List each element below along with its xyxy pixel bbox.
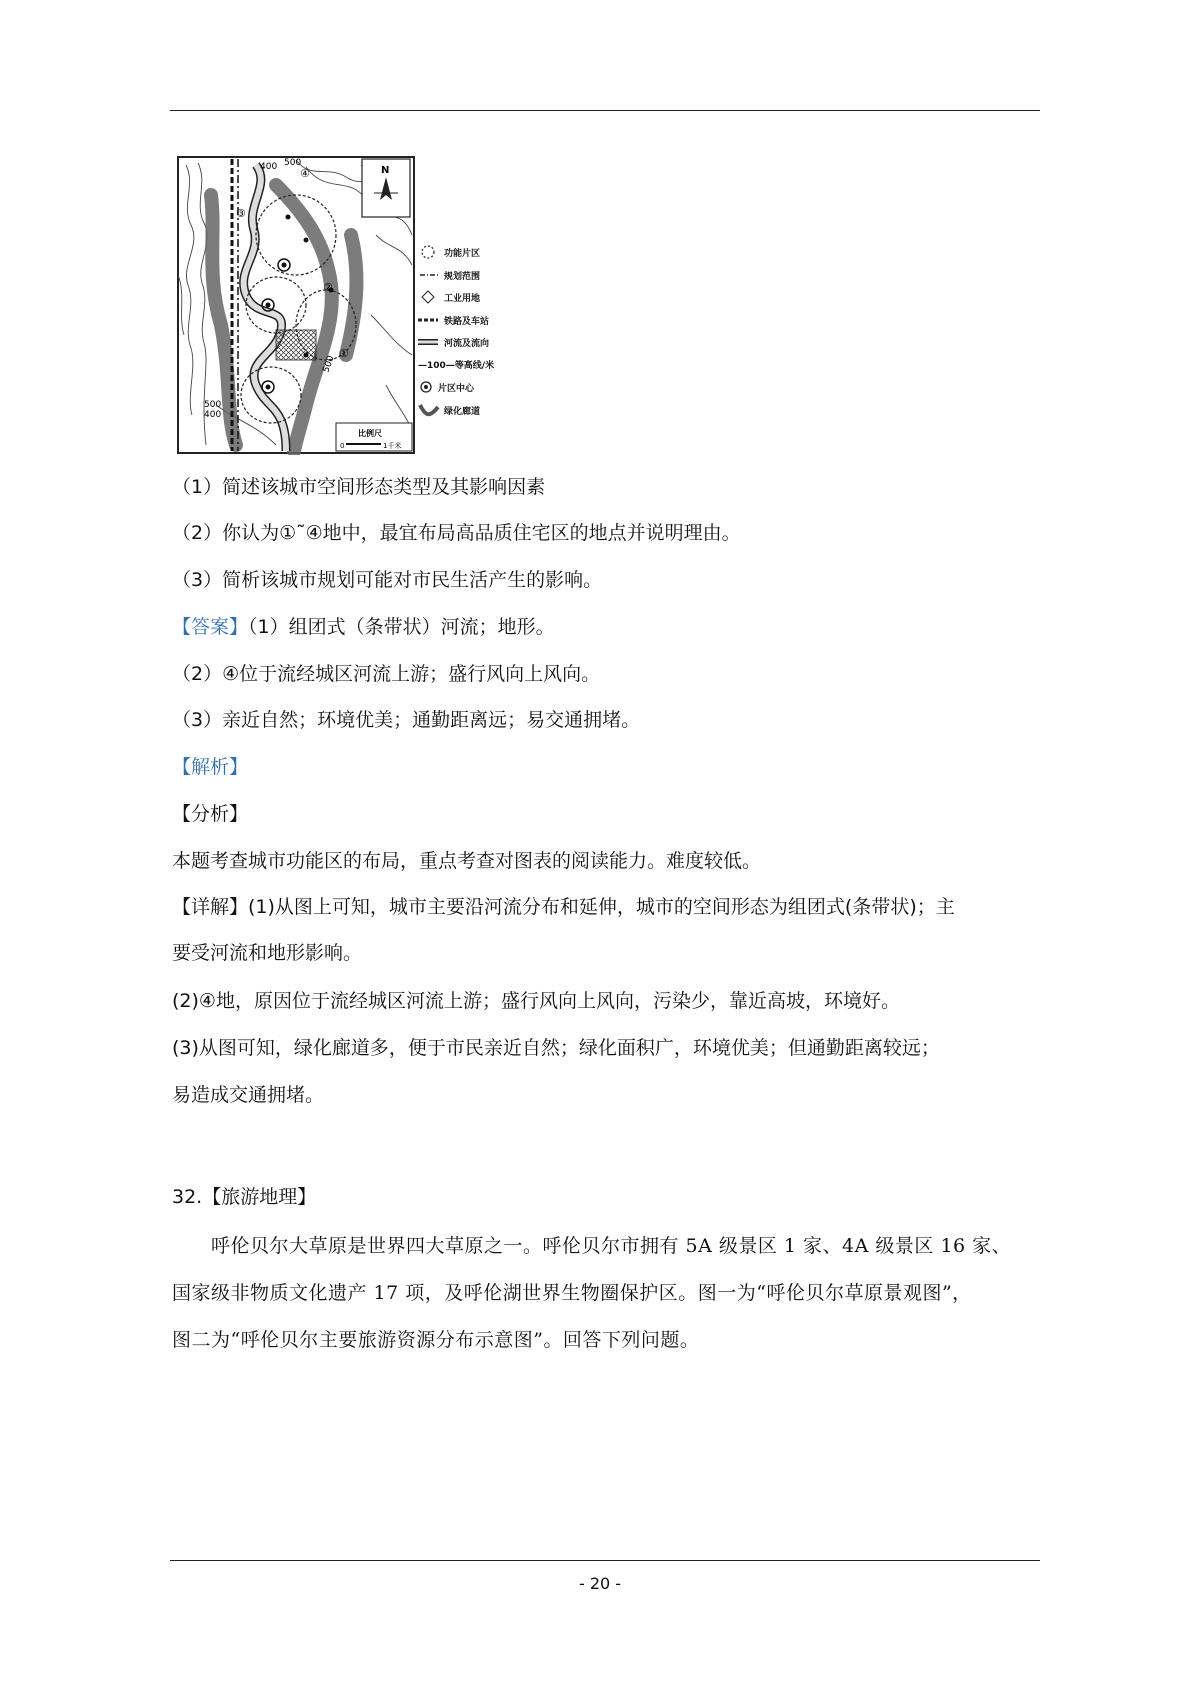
answer-3: （3）亲近自然；环境优美；通勤距离远；易交通拥堵。: [172, 709, 641, 731]
question-1: （1）简述该城市空间形态类型及其影响因素: [172, 476, 546, 498]
analysis-detail-3b: 易造成交通拥堵。: [172, 1084, 325, 1106]
analysis-intro: 本题考查城市功能区的布局，重点考查对图表的阅读能力。难度较低。: [172, 850, 762, 872]
legend-railway: 铁路及车站: [444, 317, 490, 327]
q32-paragraph-line-1: 呼伦贝尔大草原是世界四大草原之一。呼伦贝尔市拥有 5A 级景区 1 家、4A 级景区 16 家、: [172, 1235, 1012, 1257]
contour-label-400-top: 400: [260, 162, 278, 172]
q32-paragraph-line-3: 图二为“呼伦贝尔主要旅游资源分布示意图”。回答下列问题。: [172, 1329, 700, 1351]
city-planning-map: [176, 155, 506, 455]
answer-tag: 【答案】: [172, 616, 249, 638]
footer-rule: [170, 1560, 1040, 1561]
scale-unit: 1千米: [383, 442, 402, 450]
answer-2: （2）④位于流经城区河流上游；盛行风向上风向。: [172, 663, 601, 685]
legend-planning-range: 规划范围: [444, 272, 481, 282]
analysis-fenxi: 【分析】: [172, 803, 249, 825]
question-3: （3）简析该城市规划可能对市民生活产生的影响。: [172, 569, 603, 591]
site-4: ④: [300, 167, 310, 180]
contour-label-500-bottom: 500: [204, 400, 222, 410]
site-1: ①: [339, 347, 349, 360]
answer-1: （1）组团式（条带状）河流；地形。: [248, 616, 555, 638]
q32-heading: 32.【旅游地理】: [172, 1186, 317, 1208]
site-3: ③: [236, 207, 246, 220]
question-2: （2）你认为①˜④地中，最宜布局高品质住宅区的地点并说明理由。: [172, 522, 741, 544]
legend-contour: —100—等高线/米: [418, 361, 495, 371]
legend-functional-zone: 功能片区: [444, 249, 481, 259]
legend-green-corridor: 绿化廊道: [444, 407, 481, 417]
header-rule: [170, 110, 1040, 111]
contour-label-500-top: 500: [284, 158, 302, 168]
analysis-detail-1b: 要受河流和地形影响。: [172, 942, 363, 964]
legend-zone-center: 片区中心: [438, 384, 475, 394]
analysis-detail-1a: 【详解】(1)从图上可知，城市主要沿河流分布和延伸，城市的空间形态为组团式(条带状)；主: [172, 896, 955, 918]
north-label: N: [381, 165, 390, 176]
scale-zero: 0: [340, 442, 345, 450]
contour-label-400-bottom: 400: [204, 410, 222, 420]
analysis-detail-3a: (3)从图可知，绿化廊道多，便于市民亲近自然；绿化面积广，环境优美；但通勤距离较远；: [172, 1037, 940, 1059]
contour-label-500-right: 500: [321, 354, 337, 375]
industrial-land: [276, 330, 316, 360]
analysis-tag: 【解析】: [172, 756, 249, 778]
analysis-detail-2: (2)④地，原因位于流经城区河流上游；盛行风向上风向，污染少，靠近高坡，环境好。: [172, 990, 900, 1012]
site-2: ②: [323, 281, 333, 294]
page-number: - 20 -: [578, 1574, 622, 1593]
q32-paragraph-line-2: 国家级非物质文化遗产 17 项，及呼伦湖世界生物圈保护区。图一为“呼伦贝尔草原景观图”，: [172, 1282, 972, 1304]
scale-title: 比例尺: [358, 429, 382, 438]
legend-industrial: 工业用地: [444, 294, 481, 304]
answer-line-1: [172, 614, 555, 640]
map-legend: [418, 246, 494, 417]
legend-river: 河流及流向: [444, 339, 490, 349]
